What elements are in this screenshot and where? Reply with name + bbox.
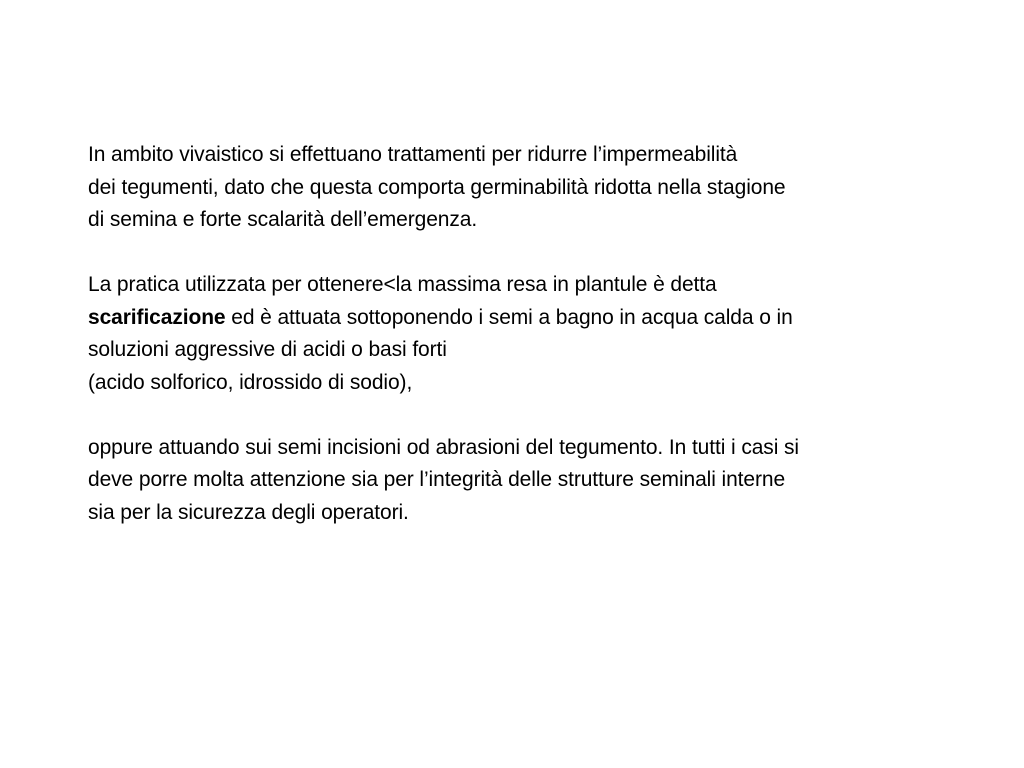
paragraph-gap (88, 237, 988, 270)
slide-text-body (88, 139, 988, 529)
text-line: deve porre molta attenzione sia per l’integrità delle strutture seminali interne (88, 468, 786, 491)
text-fragment: ed è attuata sottoponendo i semi a bagno in acqua calda o in (225, 305, 793, 329)
text-line (88, 302, 988, 335)
text-line: sia per la sicurezza degli operatori. (88, 500, 409, 524)
text-line: soluzioni aggressive di acidi o basi forti (88, 338, 447, 361)
text-line: In ambito vivaistico si effettuano trattamenti per ridurre l’impermeabilità (88, 143, 738, 166)
text-line: (acido solforico, idrossido di sodio), (88, 370, 413, 394)
text-line: dei tegumenti, dato che questa comporta germinabilità ridotta nella stagione (88, 175, 786, 199)
paragraph-abrasion (88, 432, 988, 530)
paragraph-scarification (88, 269, 988, 399)
text-line: La pratica utilizzata per ottenere<la massima resa in plantule è detta (88, 273, 717, 296)
paragraph-gap (88, 399, 988, 432)
paragraph-treatments (88, 139, 988, 237)
text-line: oppure attuando sui semi incisioni od abrasioni del tegumento. In tutti i casi si (88, 435, 799, 459)
term-scarificazione: scarificazione (88, 305, 226, 329)
text-line: di semina e forte scalarità dell’emergenza. (88, 208, 478, 231)
